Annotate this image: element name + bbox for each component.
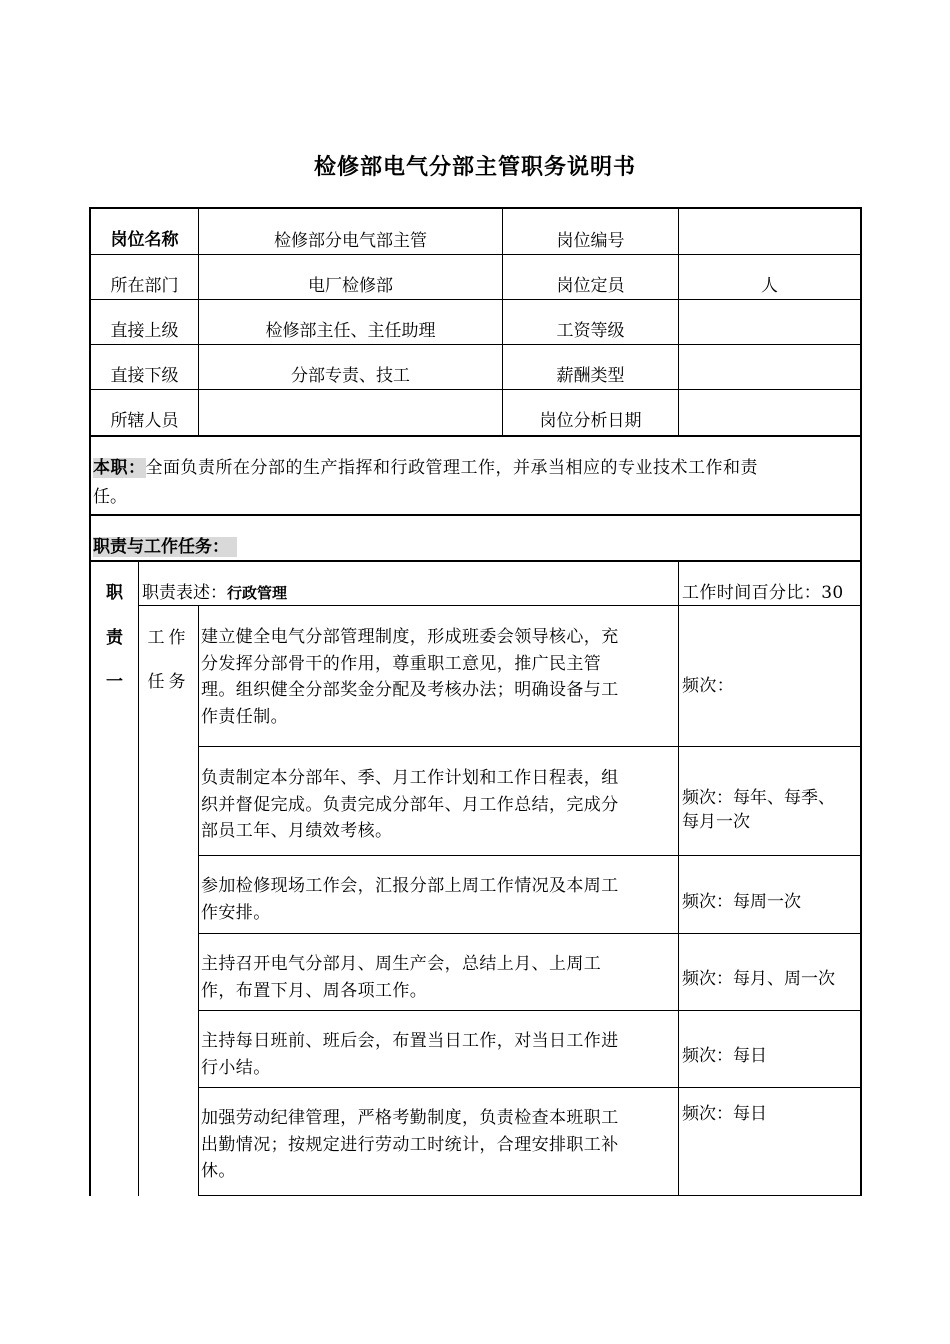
resp-percent: 工作时间百分比：30 <box>682 583 844 603</box>
subordinate-value: 分部专责、技工 <box>291 366 410 386</box>
resp-divider <box>198 855 862 856</box>
resp-desc-value: 行政管理 <box>227 584 288 602</box>
resp-border-left <box>89 561 91 1196</box>
pay-type-label: 薪酬类型 <box>556 366 625 386</box>
position-name-label: 岗位名称 <box>110 230 179 250</box>
salary-grade-label: 工资等级 <box>556 321 625 341</box>
duty-text: 全面负责所在分部的生产指挥和行政管理工作，并承当相应的专业技术工作和责 <box>145 458 758 478</box>
resp-divider <box>198 933 862 934</box>
department-label: 所在部门 <box>110 276 179 296</box>
duty-label: 本职： <box>93 458 146 478</box>
info-divider <box>89 299 862 300</box>
task-6-frequency: 频次：每日 <box>682 1104 767 1124</box>
resp-vertical-label-3: 一 <box>106 672 123 692</box>
resp-vertical-label-1: 职 <box>106 583 123 603</box>
supervisor-value: 检修部主任、主任助理 <box>265 321 436 341</box>
position-name-value: 检修部分电气部主管 <box>274 231 427 251</box>
resp-divider <box>198 746 862 747</box>
resp-vertical-label-2: 责 <box>106 628 123 648</box>
resp-border-right <box>860 561 862 1196</box>
tasks-heading: 职责与工作任务： <box>93 537 237 557</box>
task-5-frequency: 频次：每日 <box>682 1046 767 1066</box>
resp-divider <box>678 561 679 1196</box>
task-label-line-1: 工作 <box>147 628 190 648</box>
resp-divider <box>198 1087 862 1088</box>
supervisor-label: 直接上级 <box>110 321 179 341</box>
resp-divider <box>198 1010 862 1011</box>
resp-divider <box>198 606 199 1196</box>
resp-desc-label: 职责表述： <box>142 583 227 603</box>
info-divider <box>89 389 862 390</box>
task-label-line-2: 任务 <box>147 672 190 692</box>
position-code-label: 岗位编号 <box>556 231 625 251</box>
duty-line-1 <box>93 458 758 478</box>
headcount-label: 岗位定员 <box>556 276 625 296</box>
analysis-date-label: 岗位分析日期 <box>539 411 642 431</box>
info-divider <box>678 207 679 437</box>
resp-divider <box>138 605 862 606</box>
resp-desc <box>142 583 287 603</box>
department-value: 电厂检修部 <box>308 276 393 296</box>
task-5: 主持每日班前、班后会，布置当日工作，对当日工作进 行小结。 <box>201 1031 619 1078</box>
task-3-frequency: 频次：每周一次 <box>682 892 801 912</box>
info-divider <box>89 344 862 345</box>
resp-divider <box>198 1195 862 1196</box>
task-6: 加强劳动纪律管理，严格考勤制度，负责检查本班职工 出勤情况；按规定进行劳动工时统计，合理安排职工补 休。 <box>201 1108 619 1181</box>
resp-divider <box>138 561 139 1196</box>
task-4-frequency: 频次：每月、周一次 <box>682 969 835 989</box>
staff-label: 所辖人员 <box>110 411 179 431</box>
task-1: 建立健全电气分部管理制度，形成班委会领导核心，充 分发挥分部骨干的作用，尊重职工意见，推广民主管 理。组织健全分部奖金分配及考核办法；明确设备与工 作责任制。 <box>201 627 619 727</box>
headcount-value: 人 <box>761 276 778 296</box>
document-title: 检修部电气分部主管职务说明书 <box>313 155 636 180</box>
subordinate-label: 直接下级 <box>110 366 179 386</box>
task-4: 主持召开电气分部月、周生产会，总结上月、上周工 作，布置下月、周各项工作。 <box>201 954 602 1001</box>
task-1-frequency: 频次： <box>682 676 735 696</box>
info-divider <box>89 254 862 255</box>
task-2-frequency: 频次：每年、每季、 每月一次 <box>682 788 835 832</box>
task-3: 参加检修现场工作会，汇报分部上周工作情况及本周工 作安排。 <box>201 876 619 923</box>
duty-line-2: 任。 <box>93 487 127 507</box>
task-2: 负责制定本分部年、季、月工作计划和工作日程表，组 织并督促完成。负责完成分部年、月工作总结，完成分 部员工年、月绩效考核。 <box>201 768 619 841</box>
